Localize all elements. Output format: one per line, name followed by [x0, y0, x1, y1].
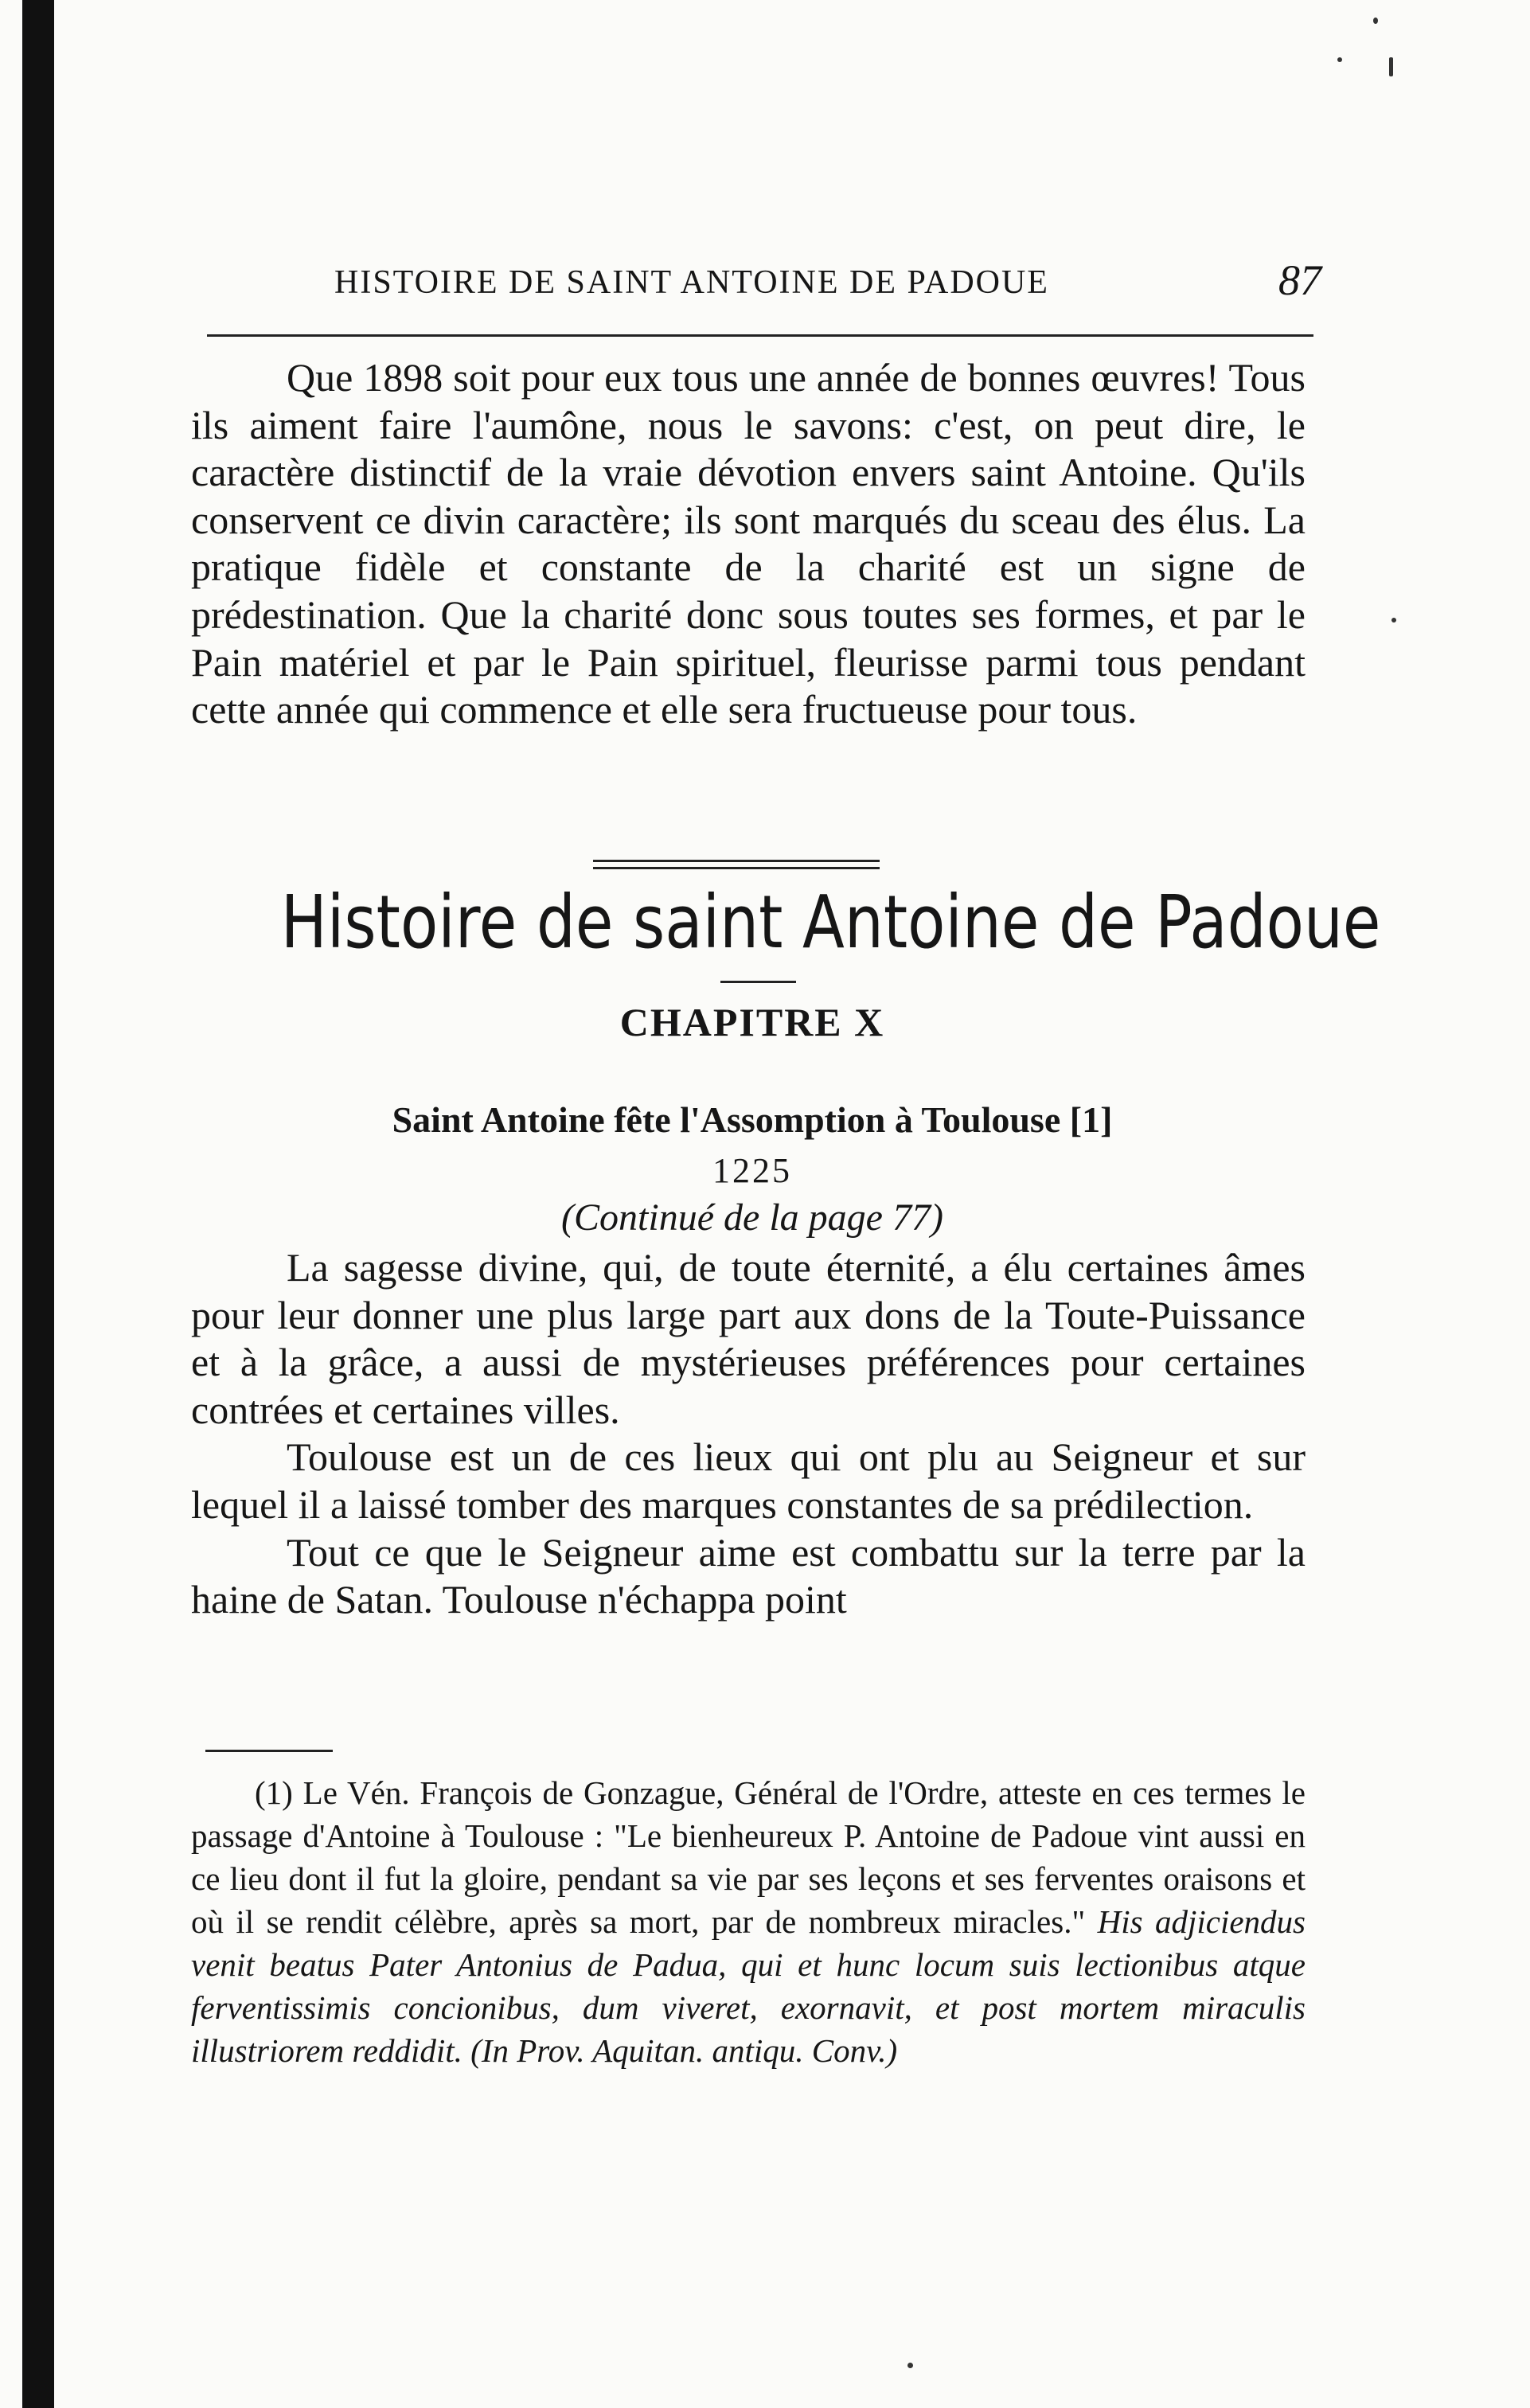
footnote-text [191, 1771, 1306, 2072]
footnote [191, 1771, 1306, 2072]
chapter-heading: CHAPITRE X [619, 1000, 885, 1044]
running-head [334, 256, 1321, 322]
body-paragraph: Tout ce que le Seigneur aime est combattu sur la terre par la haine de Satan. Toulouse n'échappa point [191, 1529, 1306, 1622]
header-rule [207, 334, 1313, 337]
footnote-french: (1) Le Vén. François de Gonzague, Général de l'Ordre, atteste en ces termes le passage d'Antoine à Toulouse : "Le bienheureux P. Antoine de Padoue vint aussi en ce lieu dont il fut la gloire, pendant sa vie par ses leçons et ses ferventes oraisons et où il se rendit célèbre, après sa mort, par de nombreux miracles." [191, 1774, 1306, 1940]
footnote-latin: His adjiciendus venit beatus Pater Antonius de Padua, qui et hunc locum suis lectionibus atque ferventissimis concionibus, dum viveret, exornavit, et post mortem miraculis illustriorem reddidit. (In Prov. Aquitan. antiqu. Conv.) [191, 1903, 1306, 2069]
body-paragraph: La sagesse divine, qui, de toute éternité, a élu certaines âmes pour leur donner une plus large part aux dons de la Toute-Puissance et à la grâce, a aussi de mystérieuses préférences pour certaines contrées et certaines villes. [191, 1245, 1306, 1432]
title-rule [720, 981, 796, 983]
body-paragraph: Toulouse est un de ces lieux qui ont plu au Seigneur et sur lequel il a laissé tomber des marques constantes de sa prédilection. [191, 1434, 1306, 1527]
article-title: Histoire de saint Antoine de Padoue [280, 880, 1381, 965]
continued-note: (Continué de la page 77) [561, 1196, 943, 1239]
page-number: 87 [1278, 256, 1321, 304]
section-divider-top [593, 860, 880, 862]
chapter-title: Saint Antoine fête l'Assomption à Toulouse [1] [392, 1099, 1113, 1140]
chapter-body [191, 1244, 1306, 1624]
section-divider-bottom [593, 867, 880, 869]
footnote-rule [205, 1750, 333, 1752]
intro-paragraph: Que 1898 soit pour eux tous une année de bonnes œuvres! Tous ils aiment faire l'aumône, nous le savons: c'est, on peut dire, le caractère distinctif de la vraie dévotion envers saint Antoine. Qu'ils conservent ce divin caractère; ils sont marqués du sceau des élus. La pratique fidèle et constante de la charité est un signe de prédestination. Que la charité donc sous toutes ses formes, et par le Pain matériel et par le Pain spirituel, fleurisse parmi tous pendant cette année qui commence et elle sera fructueuse pour tous. [191, 355, 1306, 732]
chapter-year: 1225 [712, 1151, 792, 1190]
running-title: HISTOIRE DE SAINT ANTOINE DE PADOUE [334, 264, 1049, 301]
intro-section [191, 354, 1306, 734]
